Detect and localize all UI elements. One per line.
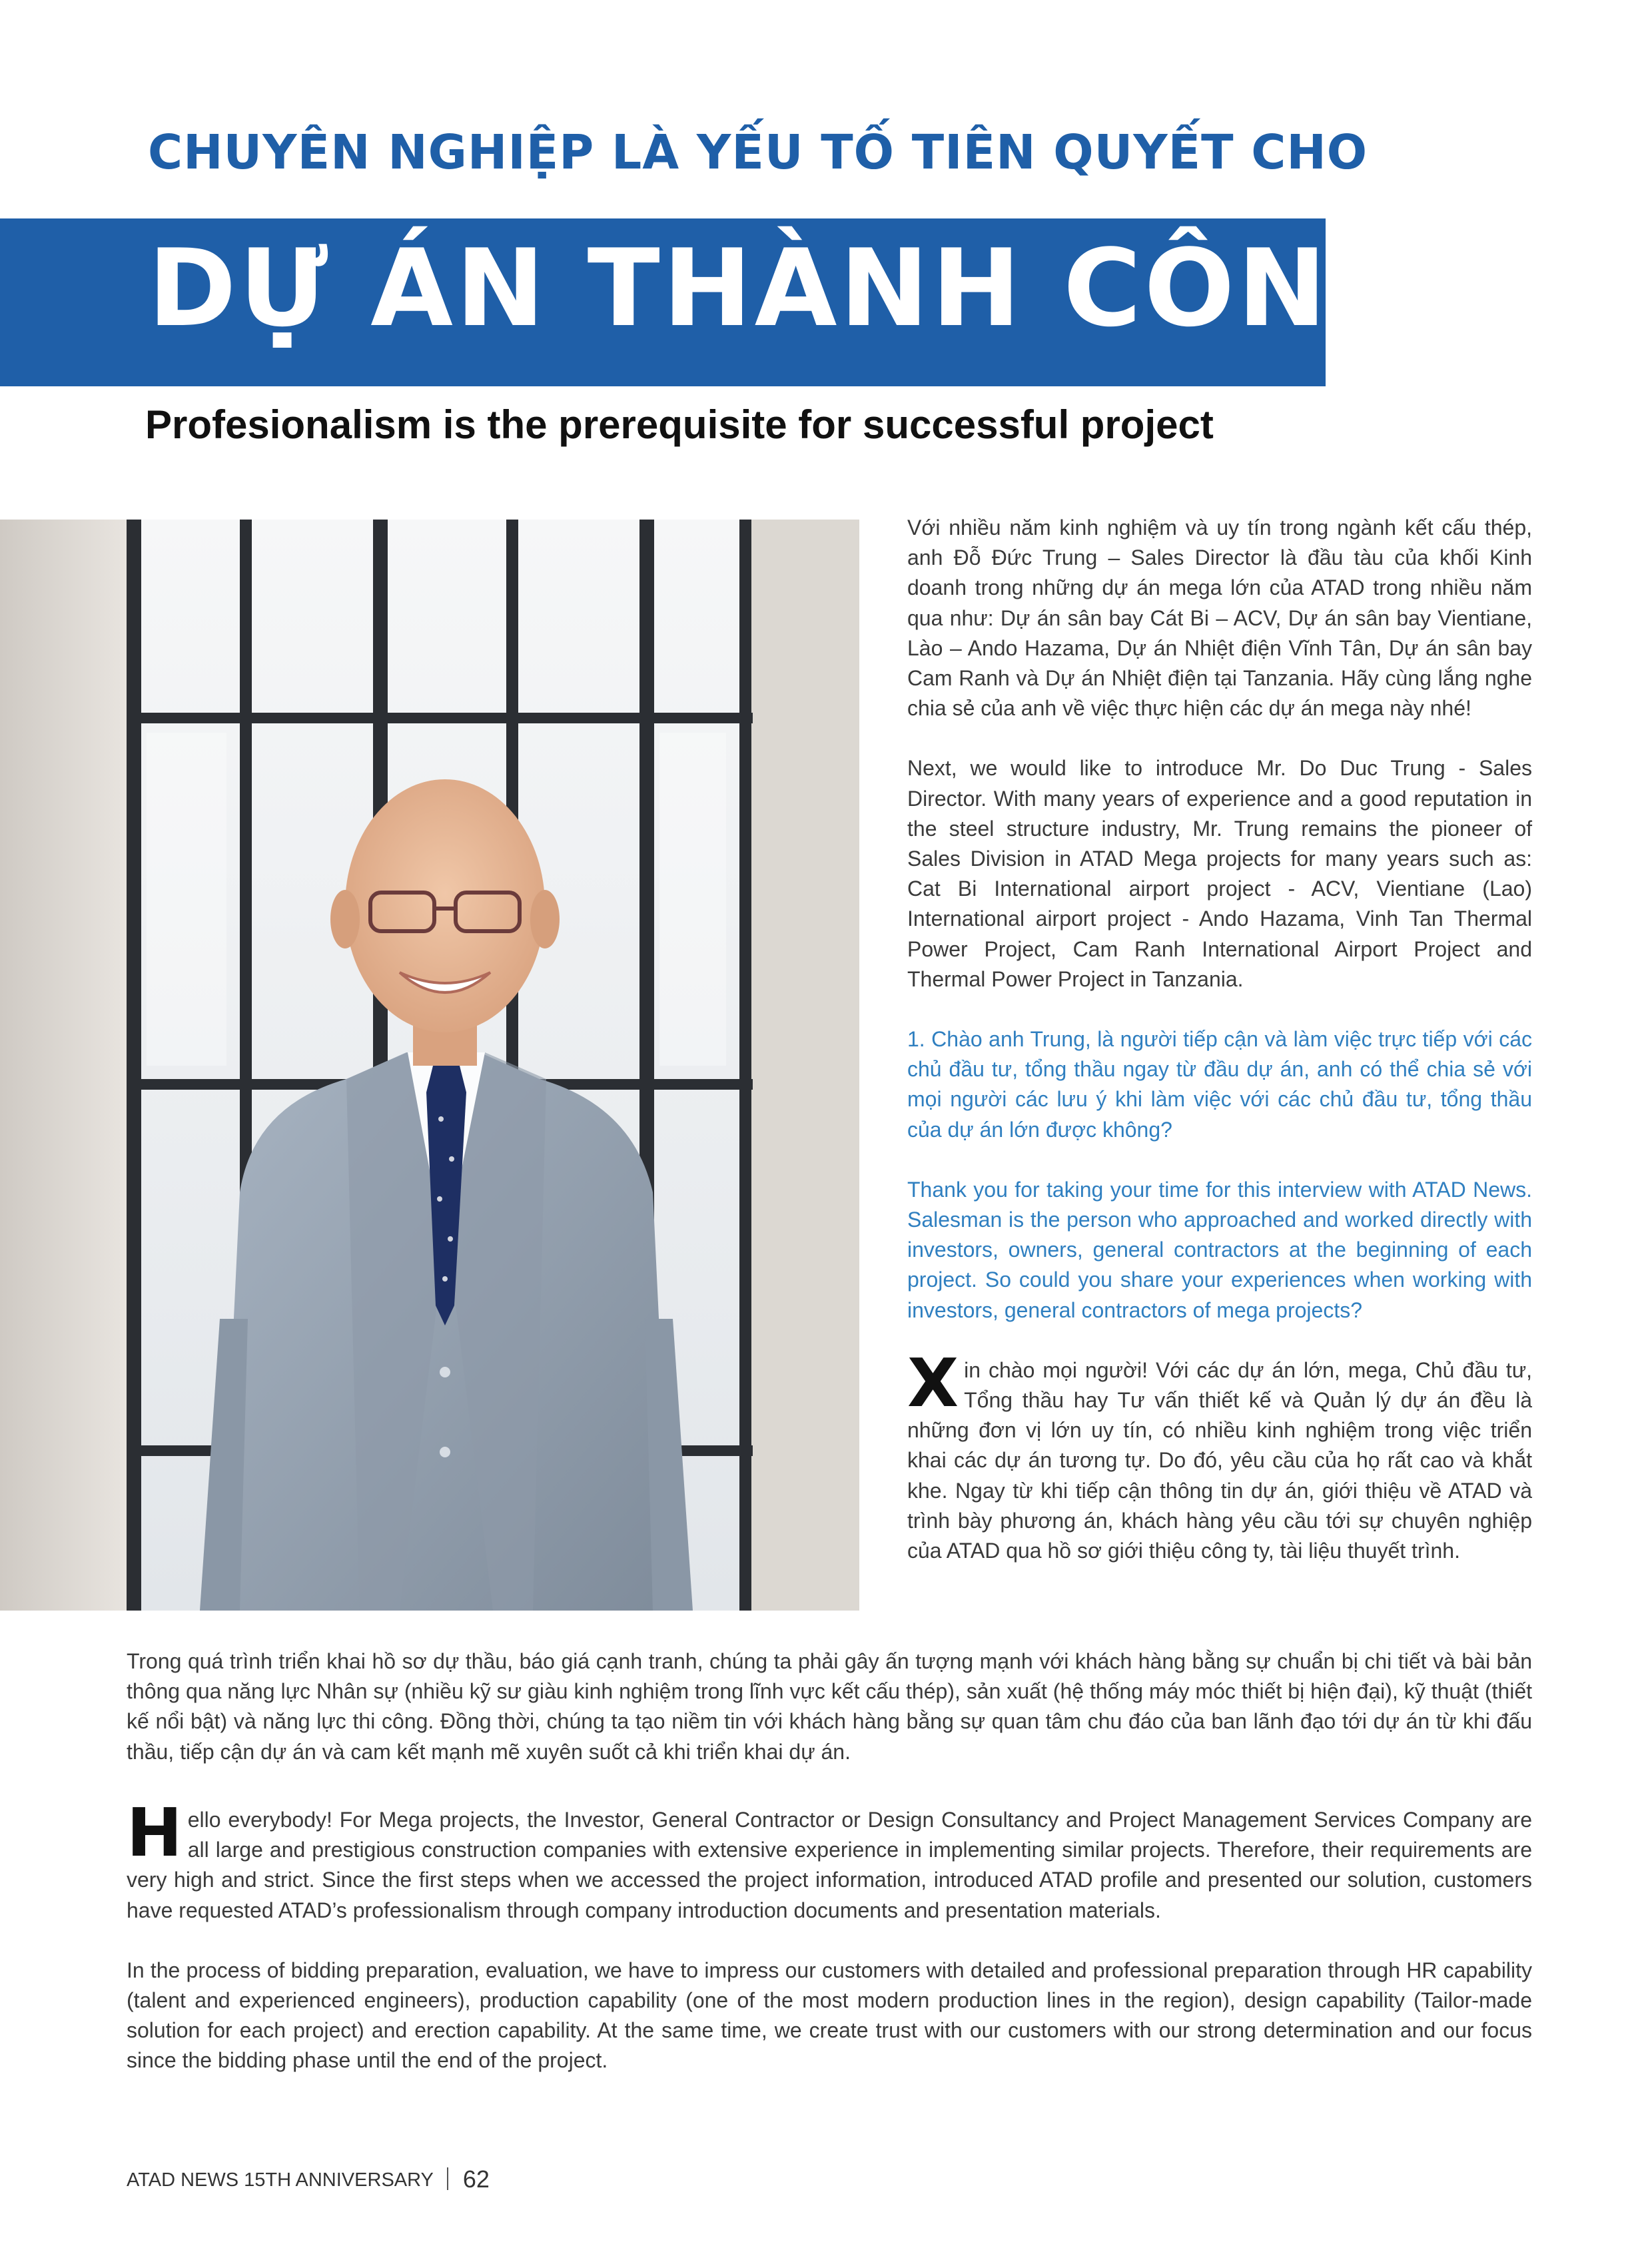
question-vietnamese: 1. Chào anh Trung, là người tiếp cận và làm việc trực tiếp với các chủ đầu tư, tổng thầu ngay từ đầu dự án, anh có thể chia sẻ với mọi người các lưu ý khi làm việc với các chủ đầu tư, tổng thầu của dự án lớn được không? xyxy=(907,1027,1532,1142)
kicker-heading: CHUYÊN NGHIỆP LÀ YẾU TỐ TIÊN QUYẾT CHO xyxy=(148,125,1368,180)
bidding-vietnamese: Trong quá trình triển khai hồ sơ dự thầu, báo giá cạnh tranh, chúng ta phải gây ấn tượng mạnh với khách hàng bằng sự chuẩn bị chi tiết và bài bản thông qua năng lực Nhân sự (nhiều kỹ sư giàu kinh nghiệm trong lĩnh vực kết cấu thép), sản xuất (hệ thống máy móc thiết bị hiện đại), kỹ thuật (thiết kế nổi bật) và năng lực thi công. Đồng thời, chúng ta tạo niềm tin với khách hàng bằng sự quan tâm chu đáo của ban lãnh đạo tới dự án từ khi đấu thầu, tiếp cận dự án và cam kết mạnh mẽ xuyên suốt cả khi triển khai dự án. xyxy=(127,1649,1532,1764)
answer-vietnamese xyxy=(907,1343,1532,1566)
page-title: DỰ ÁN THÀNH CÔNG xyxy=(148,226,1420,350)
answer-vietnamese-text: in chào mọi người! Với các dự án lớn, mega, Chủ đầu tư, Tổng thầu hay Tư vấn thiết kế và Quản lý dự án đều là những đơn vị lớn uy tín, có nhiều kinh nghiệm trong việc triển khai các dự án tương tự. Do đó, yêu cầu của họ rất cao và khắt khe. Ngay từ khi tiếp cận thông tin dự án, giới thiệu về ATAD và trình bày phương án, khách hàng yêu cầu tới sự chuyên nghiệp của ATAD qua hồ sơ giới thiệu công ty, tài liệu thuyết trình. xyxy=(907,1357,1532,1563)
body-block-english xyxy=(127,1794,1532,2076)
question-english: Thank you for taking your time for this interview with ATAD News. Salesman is the person who approached and worked directly with investors, owners, general contractors at the beginning of each project. So could you share your experiences when working with investors, general contractors of mega projects? xyxy=(907,1177,1532,1322)
answer-english xyxy=(127,1794,1532,1926)
page-footer xyxy=(127,2166,490,2193)
intro-vietnamese: Với nhiều năm kinh nghiệm và uy tín trong ngành kết cấu thép, anh Đỗ Đức Trung – Sales Director là đầu tàu của khối Kinh doanh trong những dự án mega lớn của ATAD trong nhiều năm qua như: Dự án sân bay Cát Bi – ACV, Dự án sân bay Vientiane, Lào – Ando Hazama, Dự án Nhiệt điện Vĩnh Tân, Dự án sân bay Cam Ranh và Dự án Nhiệt điện tại Tanzania. Hãy cùng lắng nghe chia sẻ của anh về việc thực hiện các dự án mega này nhé! xyxy=(907,516,1532,721)
page-number: 62 xyxy=(462,2165,490,2193)
drop-cap-x: X xyxy=(907,1343,959,1422)
english-subtitle: Profesionalism is the prerequisite for successful project xyxy=(145,402,1214,447)
intro-english: Next, we would like to introduce Mr. Do Duc Trung - Sales Director. With many years of experience and a good reputation in the steel structure industry, Mr. Trung remains the pioneer of Sales Division in ATAD Mega projects for many years such as: Cat Bi International airport project - ACV, Vientiane (Lao) International airport project - Ando Hazama, Vinh Tan Thermal Power Project, Cam Ranh International Airport Project and Thermal Power Project in Tanzania. xyxy=(907,756,1532,991)
body-block-vietnamese xyxy=(127,1647,1532,1767)
answer-english-text: ello everybody! For Mega projects, the Investor, General Contractor or Design Consultancy and Project Management Services Company are all large and prestigious construction companies with extensive experience in implementing similar projects. Therefore, their requirements are very high and strict. Since the first steps when we accessed the project information, introduced ATAD profile and presented our solution, customers have requested ATAD’s professionalism through company introduction documents and presentation materials. xyxy=(127,1808,1532,1922)
right-column xyxy=(907,513,1532,1566)
drop-cap-h: H xyxy=(127,1794,183,1872)
bidding-english: In the process of bidding preparation, evaluation, we have to impress our customers with detailed and professional preparation through HR capability (talent and experienced engineers), production capability (one of the most modern production lines in the region), design capability (Tailor-made solution for each project) and erection capability. At the same time, we create trust with our customers with our strong determination and our focus since the bidding phase until the end of the project. xyxy=(127,1958,1532,2073)
portrait-photo xyxy=(0,520,859,1611)
publication-name: ATAD NEWS 15TH ANNIVERSARY xyxy=(127,2169,434,2191)
footer-divider xyxy=(447,2167,448,2190)
